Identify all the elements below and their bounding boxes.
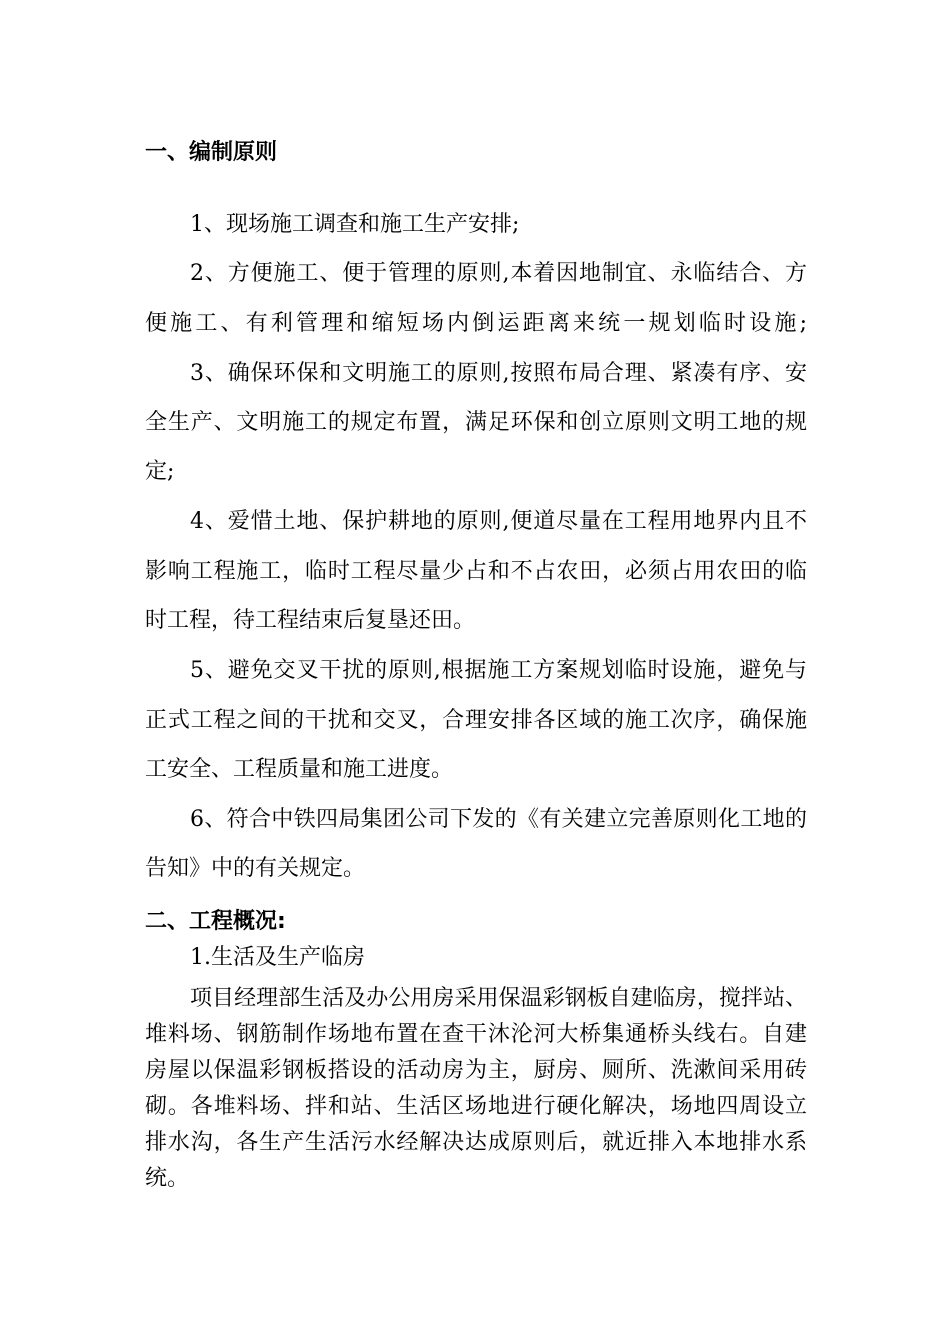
section-heading-2: 二、工程概况: xyxy=(145,909,286,934)
overview-line-5: 排水沟，各生产生活污水经解决达成原则后，就近排入本地排水系 xyxy=(145,1130,807,1155)
principle-3-line-2: 全生产、文明施工的规定布置，满足环保和创立原则文明工地的规 xyxy=(145,410,807,435)
overview-line-6: 统。 xyxy=(145,1166,190,1191)
overview-line-3: 房屋以保温彩钢板搭设的活动房为主，厨房、厕所、洗漱间采用砖 xyxy=(145,1058,807,1083)
principle-5-line-3: 工安全、工程质量和施工进度。 xyxy=(145,757,454,782)
section-heading-1: 一、编制原则 xyxy=(145,140,278,165)
principle-4-line-1: 4、爱惜土地、保护耕地的原则,便道尽量在工程用地界内且不 xyxy=(190,509,807,534)
principle-3-line-1: 3、确保环保和文明施工的原则,按照布局合理、紧凑有序、安 xyxy=(190,361,807,386)
principle-6-line-1: 6、符合中铁四局集团公司下发的《有关建立完善原则化工地的 xyxy=(190,807,807,832)
principle-2-line-1: 2、方便施工、便于管理的原则,本着因地制宜、永临结合、方 xyxy=(190,261,807,286)
principle-5-line-1: 5、避免交叉干扰的原则,根据施工方案规划临时设施，避免与 xyxy=(190,658,807,683)
principle-1-line-1: 1、现场施工调查和施工生产安排; xyxy=(190,212,520,237)
subheading-living-production: 1.生活及生产临房 xyxy=(190,945,365,970)
overview-line-1: 项目经理部生活及办公用房采用保温彩钢板自建临房，搅拌站、 xyxy=(190,986,807,1011)
principle-5-line-2: 正式工程之间的干扰和交叉，合理安排各区域的施工次序，确保施 xyxy=(145,708,807,733)
overview-line-2: 堆料场、钢筋制作场地布置在查干沐沦河大桥集通桥头线右。自建 xyxy=(145,1022,807,1047)
principle-4-line-3: 时工程，待工程结束后复垦还田。 xyxy=(145,608,476,633)
principle-6-line-2: 告知》中的有关规定。 xyxy=(145,856,366,881)
overview-line-4: 砌。各堆料场、拌和站、生活区场地进行硬化解决，场地四周设立 xyxy=(145,1094,807,1119)
principle-4-line-2: 影响工程施工，临时工程尽量少占和不占农田，必须占用农田的临 xyxy=(145,559,807,584)
principle-2-line-2: 便施工、有利管理和缩短场内倒运距离来统一规划临时设施; xyxy=(145,311,807,336)
principle-3-line-3: 定; xyxy=(145,459,175,484)
